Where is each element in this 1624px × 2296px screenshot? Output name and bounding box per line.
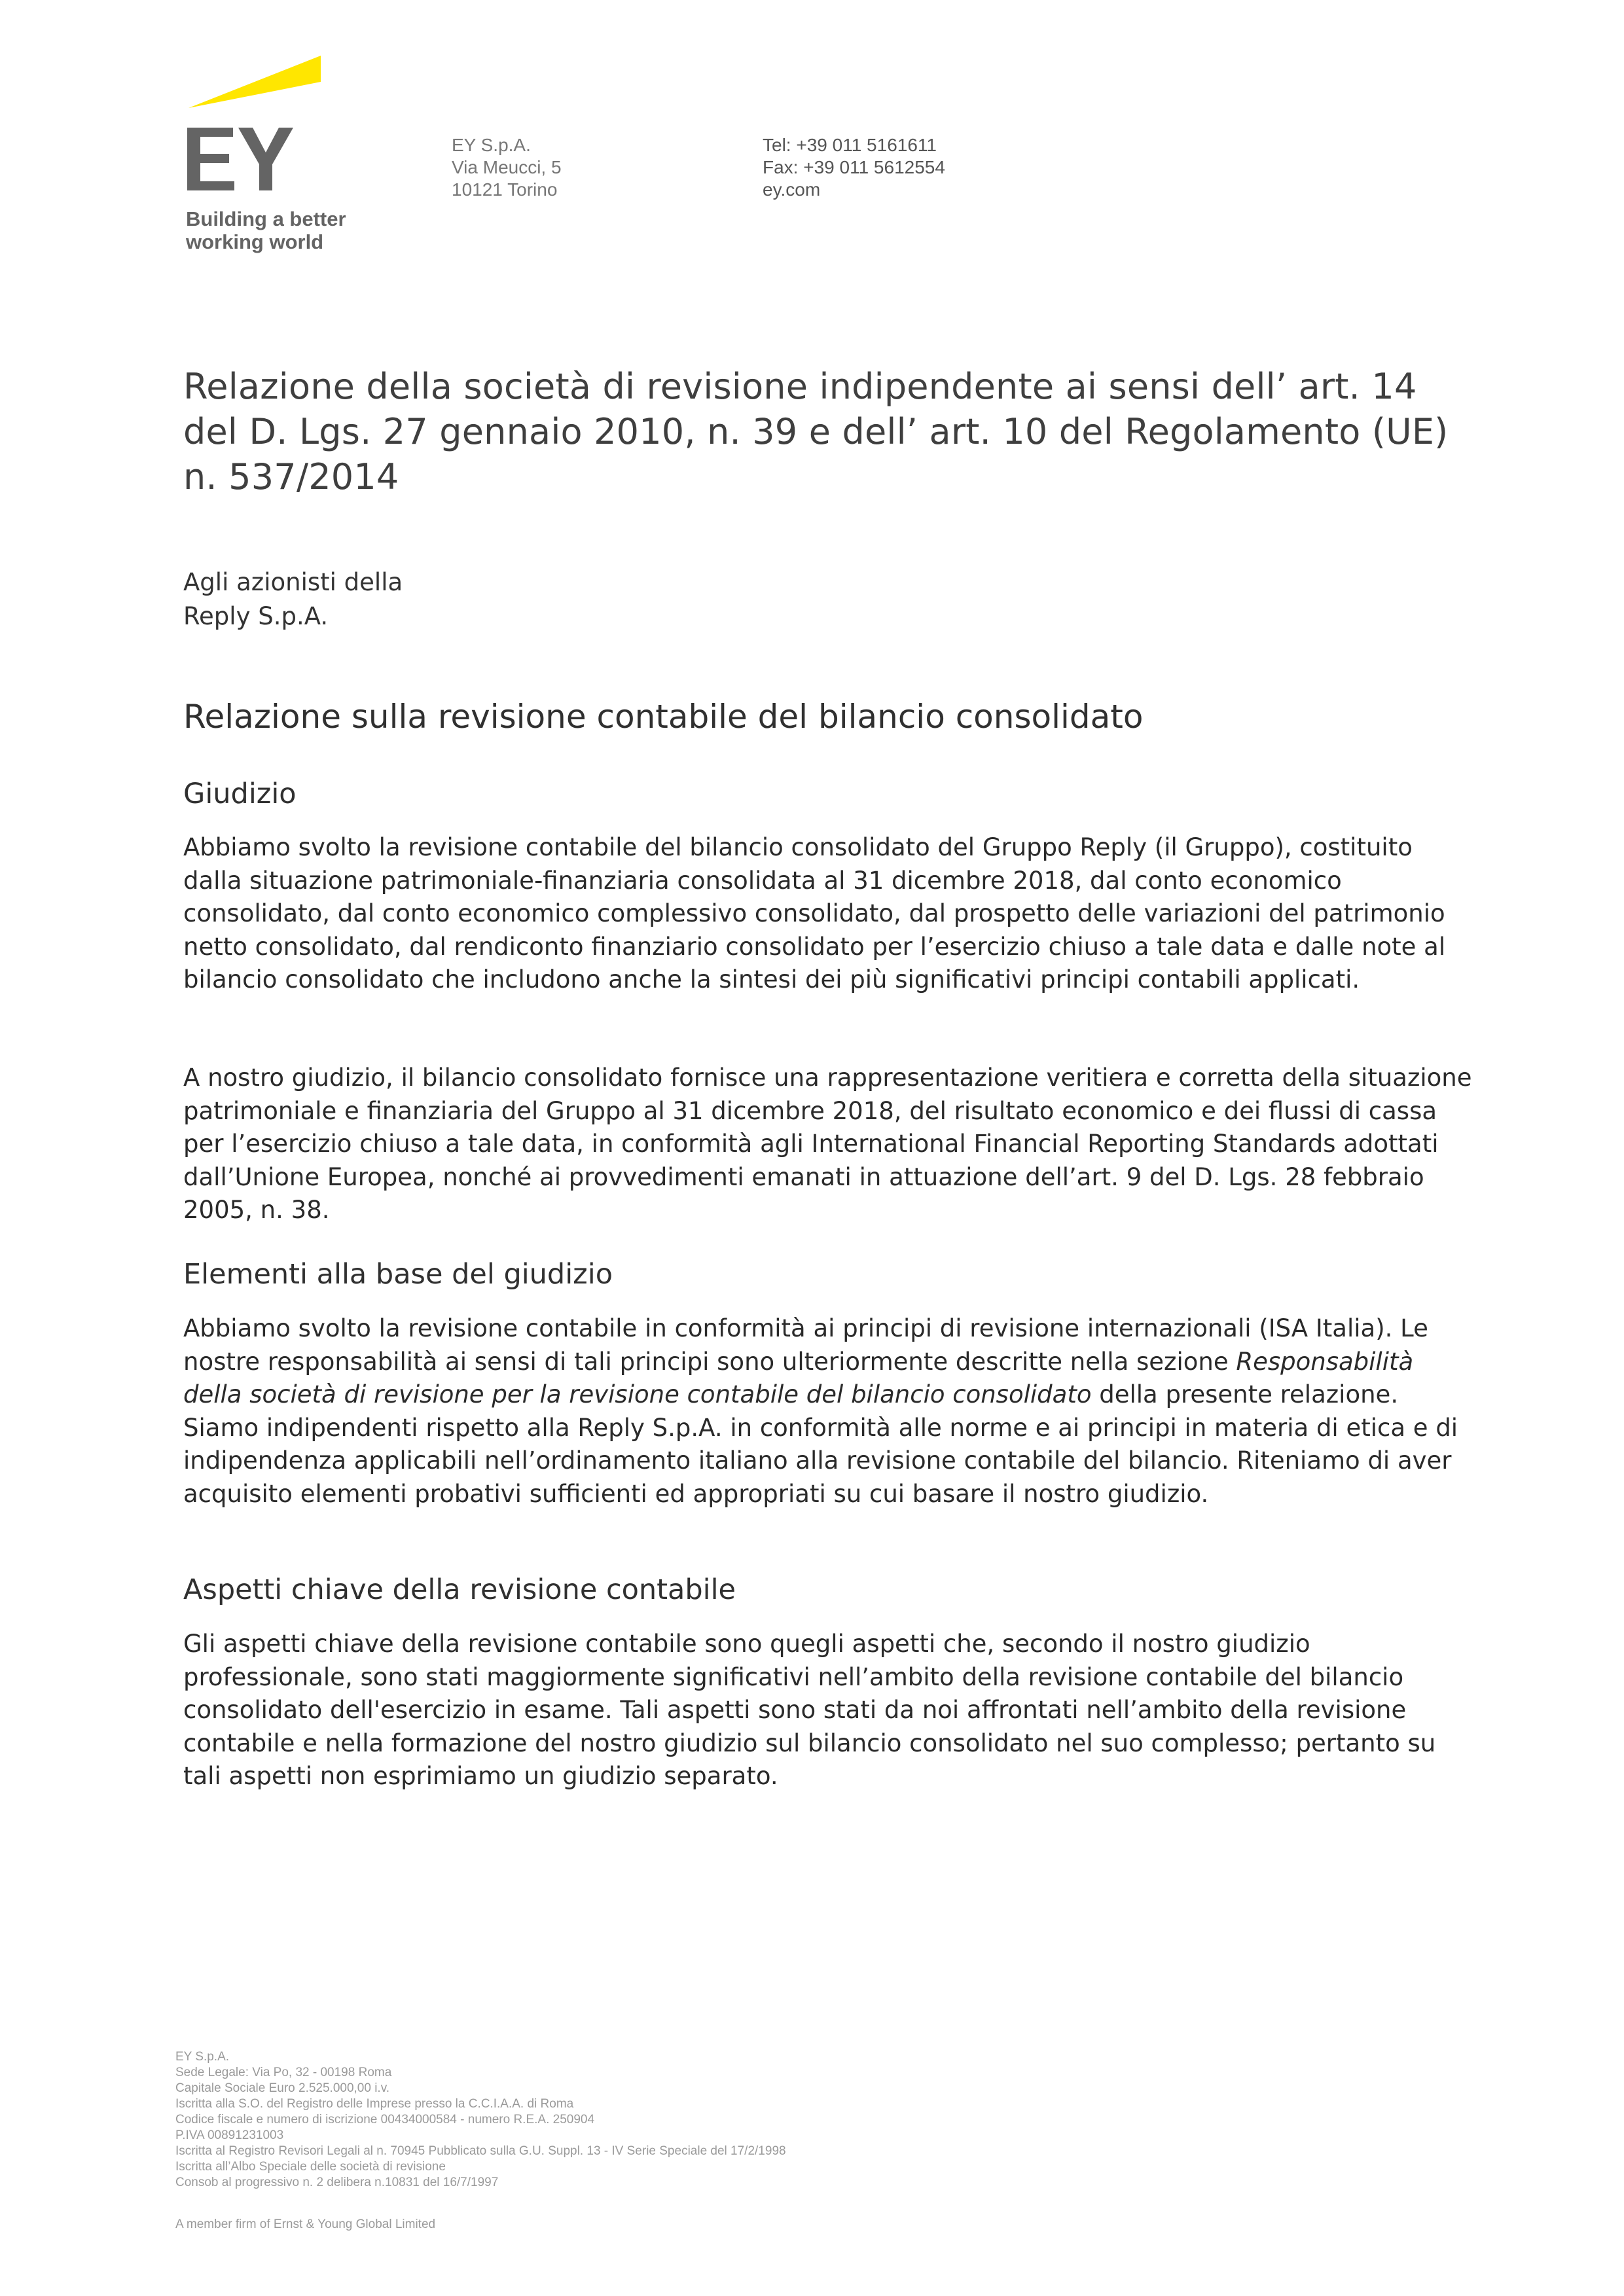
footer-line: Iscritta alla S.O. del Registro delle Imprese presso la C.C.I.A.A. di Roma (175, 2097, 574, 2111)
paragraph-aspetti: Gli aspetti chiave della revisione contabile sono quegli aspetti che, secondo il nostro giudizio professionale, sono stati maggiormente significativi nell’ambito della revisione contabile del bilancio consolidato dell'esercizio in esame. Tali aspetti sono stati da noi affrontati nell’ambito della revisione contabile e nella formazione del nostro giudizio sul bilancio consolidato nel suo complesso; pertanto su tali aspetti non esprimiamo un giudizio separato. (183, 1630, 1436, 1791)
document-title: Relazione della società di revisione indipendente ai sensi dell’ art. 14 del D. Lgs. 27 gennaio 2010, n. 39 e dell’ art. 10 del Regolamento (UE) n. 537/2014 (183, 366, 1449, 497)
footer-line: P.IVA 00891231003 (175, 2128, 284, 2142)
heading-elementi: Elementi alla base del giudizio (183, 1258, 613, 1291)
paragraph-elementi-part-2: della presente relazione. Siamo indipendenti rispetto alla Reply S.p.A. in conformità alle norme e ai principi in materia di etica e di indipendenza applicabili nell’ordinamento italiano alla revisione contabile del bilancio. Riteniamo di aver acquisito elementi probativi sufficienti ed appropriati su cui basare il nostro giudizio. (183, 1380, 1458, 1508)
paragraph-elementi-italic: Responsabilità della società di revisione per la revisione contabile del bilancio consolidato (183, 1347, 1414, 1409)
paragraph-elementi (183, 1312, 1476, 1511)
addressee-line-2: Reply S.p.A. (183, 602, 329, 630)
addressee-line-1: Agli azionisti della (183, 568, 403, 596)
footer-line: Iscritta al Registro Revisori Legali al n. 70945 Pubblicato sulla G.U. Suppl. 13 - IV Serie Speciale del 17/2/1998 (175, 2144, 786, 2158)
footer-line: Consob al progressivo n. 2 delibera n.10831 del 16/7/1997 (175, 2176, 499, 2189)
footer-legal (175, 2049, 786, 2191)
addressee (183, 565, 403, 634)
company-tel: Tel: +39 011 5161611 (763, 135, 937, 155)
company-website: ey.com (763, 179, 821, 200)
heading-giudizio: Giudizio (183, 778, 297, 810)
paragraph-giudizio-2: A nostro giudizio, il bilancio consolidato fornisce una rappresentazione veritiera e corretta della situazione patrimoniale e finanziaria del Gruppo al 31 dicembre 2018, del risultato economico e dei flussi di cassa per l’esercizio chiuso a tale data, in conformità agli International Financial Reporting Standards adottati dall’Unione Europea, nonché ai provvedimenti emanati in attuazione dell’art. 9 del D. Lgs. 28 febbraio 2005, n. 38. (183, 1064, 1472, 1225)
company-fax: Fax: +39 011 5612554 (763, 157, 945, 177)
heading-aspetti: Aspetti chiave della revisione contabile (183, 1573, 736, 1606)
company-city: 10121 Torino (452, 179, 558, 200)
company-name: EY S.p.A. (452, 135, 531, 155)
footer-line: Capitale Sociale Euro 2.525.000,00 i.v. (175, 2081, 390, 2095)
ey-logo (183, 56, 373, 265)
section-title: Relazione sulla revisione contabile del bilancio consolidato (183, 698, 1144, 736)
footer-member-firm: A member firm of Ernst & Young Global Limited (175, 2217, 436, 2231)
company-contacts (763, 134, 945, 201)
footer-line: EY S.p.A. (175, 2050, 230, 2064)
company-address (452, 134, 562, 201)
paragraph-elementi-part-1: Abbiamo svolto la revisione contabile in conformità ai principi di revisione internazionali (ISA Italia). Le nostre responsabilità ai sensi di tali principi sono ulteriormente descritte nella sezione (183, 1314, 1428, 1376)
footer-line: Codice fiscale e numero di iscrizione 00434000584 - numero R.E.A. 250904 (175, 2113, 595, 2126)
ey-logo-mark (183, 56, 324, 193)
ey-tagline: Building a better working world (186, 207, 346, 253)
footer-line: Iscritta all’Albo Speciale delle società di revisione (175, 2160, 446, 2174)
paragraph-giudizio-1: Abbiamo svolto la revisione contabile del bilancio consolidato del Gruppo Reply (il Gruppo), costituito dalla situazione patrimoniale-finanziaria consolidata al 31 dicembre 2018, dal conto economico consolidato, dal conto economico complessivo consolidato, dal prospetto delle variazioni del patrimonio netto consolidato, dal rendiconto finanziario consolidato per l’esercizio chiuso a tale data e dalle note al bilancio consolidato che includono anche la sintesi dei più significativi principi contabili applicati. (183, 833, 1446, 994)
company-street: Via Meucci, 5 (452, 157, 562, 177)
footer-line: Sede Legale: Via Po, 32 - 00198 Roma (175, 2066, 392, 2079)
